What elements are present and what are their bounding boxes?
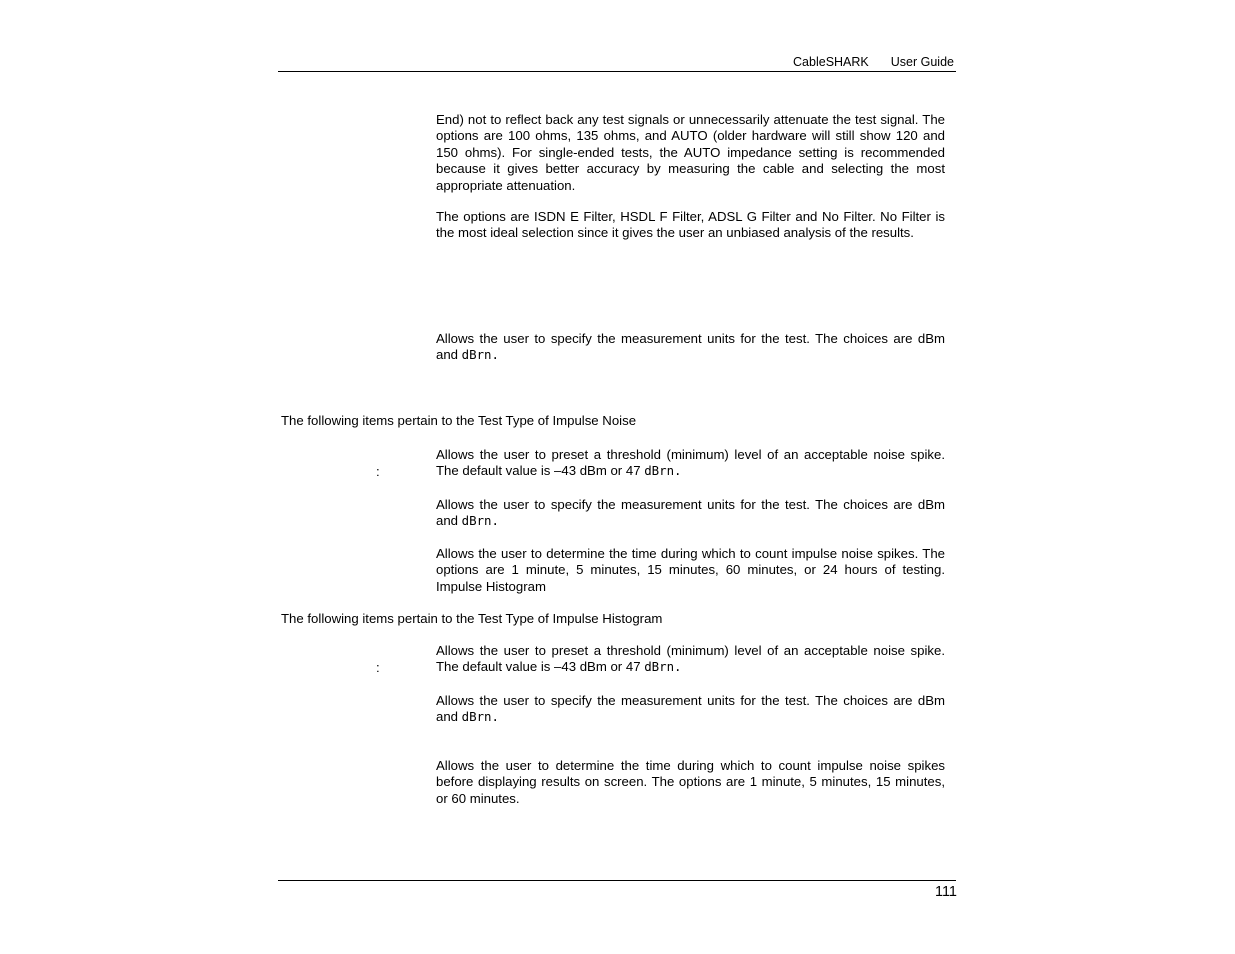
- paragraph-threshold-2-text: Allows the user to preset a threshold (minimum) level of an acceptable noise spike. The default value is –43 dBm or 47: [436, 643, 945, 675]
- unit-dbrn: dBrn.: [461, 709, 499, 725]
- paragraph-units-2: [436, 497, 945, 530]
- paragraph-units-1-text: Allows the user to specify the measurement units for the test. The choices are dBm and: [436, 331, 945, 363]
- header-doc-title: User Guide: [890, 55, 954, 69]
- colon-mark: :: [376, 660, 380, 675]
- unit-dbrn: dBrn.: [644, 463, 682, 479]
- colon-mark: :: [376, 464, 380, 479]
- footer-rule: [278, 880, 956, 881]
- unit-dbrn: dBrn.: [461, 513, 499, 529]
- paragraph-units-3: [436, 693, 945, 726]
- page-number: 111: [934, 884, 957, 900]
- paragraph-threshold-1: [436, 447, 945, 480]
- unit-dbrn: dBrn.: [644, 659, 682, 675]
- paragraph-units-3-text: Allows the user to specify the measurement units for the test. The choices are dBm and: [436, 693, 945, 725]
- section-heading-impulse-histogram: The following items pertain to the Test Type of Impulse Histogram: [281, 611, 663, 626]
- paragraph-units-1: [436, 331, 945, 364]
- paragraph-threshold-1-text: Allows the user to preset a threshold (minimum) level of an acceptable noise spike. The default value is –43 dBm or 47: [436, 447, 945, 479]
- unit-dbrn: dBrn.: [461, 347, 499, 363]
- paragraph-filter: The options are ISDN E Filter, HSDL F Filter, ADSL G Filter and No Filter. No Filter is the most ideal selection since it gives the user an unbiased analysis of the results.: [436, 209, 945, 241]
- header-product: CableSHARK: [793, 55, 869, 69]
- section-heading-impulse-noise: The following items pertain to the Test Type of Impulse Noise: [281, 413, 637, 428]
- paragraph-impedance: End) not to reflect back any test signals or unnecessarily attenuate the test signal. The options are 100 ohms, 135 ohms, and AUTO (older hardware will still show 120 and 150 ohms). For single-ended tests, the AUTO impedance setting is recommended because it gives better accuracy by measuring the cable and selecting the most appropriate attenuation.: [436, 112, 945, 193]
- paragraph-count-time-1: Allows the user to determine the time during which to count impulse noise spikes. The options are 1 minute, 5 minutes, 15 minutes, 60 minutes, or 24 hours of testing. Impulse Histogram: [436, 546, 945, 594]
- header-rule: [278, 71, 956, 72]
- paragraph-count-time-2: Allows the user to determine the time during which to count impulse noise spikes before displaying results on screen. The options are 1 minute, 5 minutes, 15 minutes, or 60 minutes.: [436, 758, 945, 806]
- paragraph-units-2-text: Allows the user to specify the measurement units for the test. The choices are dBm and: [436, 497, 945, 529]
- paragraph-threshold-2: [436, 643, 945, 676]
- running-header: [793, 55, 954, 69]
